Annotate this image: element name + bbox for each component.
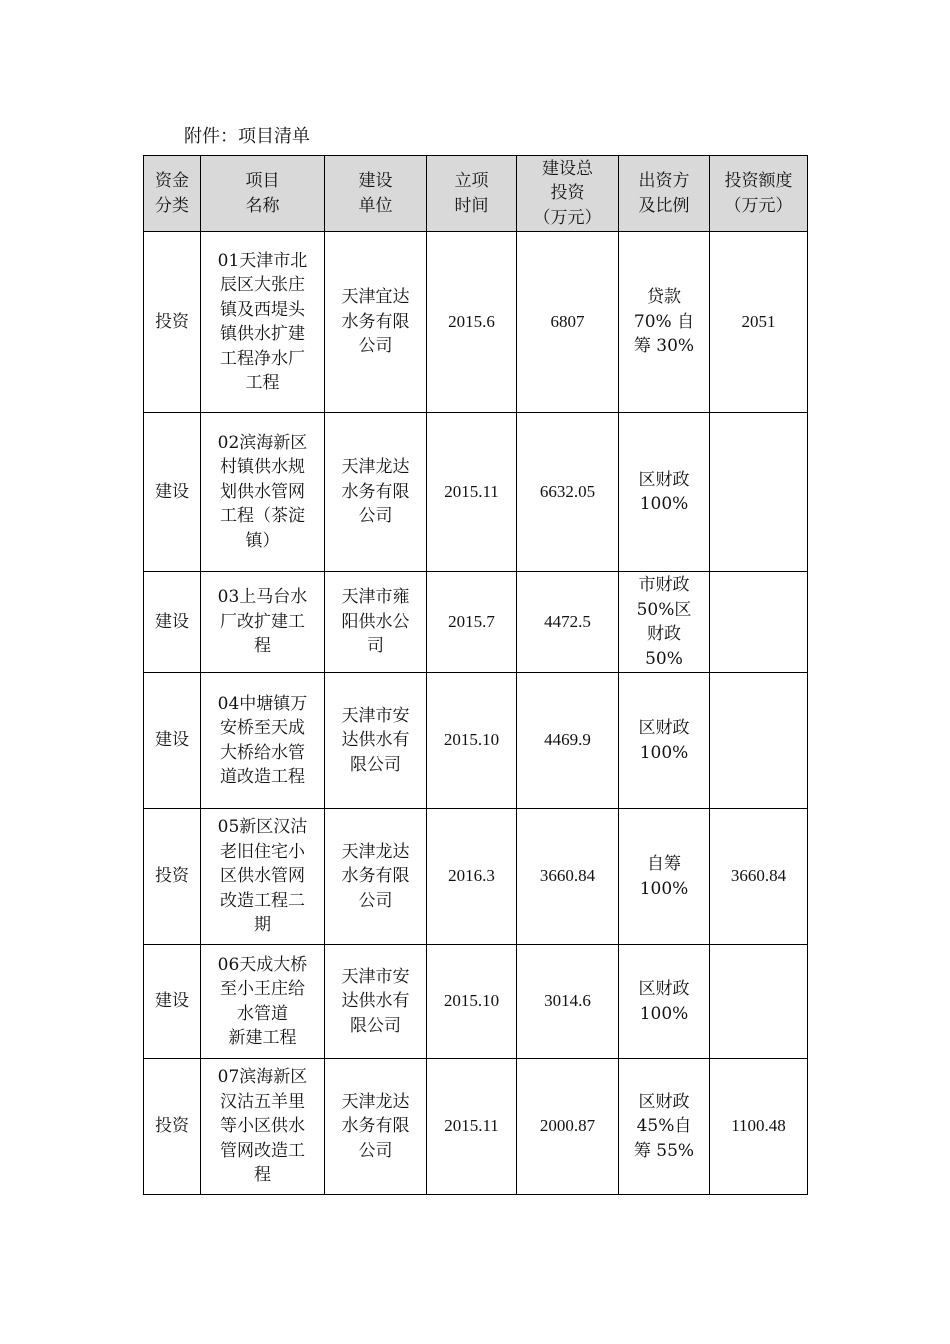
cell-category: 投资 <box>144 232 201 413</box>
cell-amount <box>710 673 808 809</box>
cell-category: 建设 <box>144 413 201 572</box>
table-row <box>144 413 808 572</box>
cell-unit: 天津宜达 水务有限 公司 <box>325 232 427 413</box>
cell-name: 02滨海新区 村镇供水规 划供水管网 工程（茶淀 镇） <box>201 413 325 572</box>
table-row <box>144 232 808 413</box>
cell-total: 4472.5 <box>517 572 619 673</box>
cell-amount <box>710 945 808 1059</box>
cell-date: 2015.7 <box>427 572 517 673</box>
cell-amount: 3660.84 <box>710 809 808 945</box>
header-date: 立项 时间 <box>427 156 517 232</box>
cell-name: 03上马台水 厂改扩建工 程 <box>201 572 325 673</box>
cell-date: 2015.6 <box>427 232 517 413</box>
cell-amount <box>710 572 808 673</box>
cell-date: 2015.11 <box>427 413 517 572</box>
table-row <box>144 945 808 1059</box>
cell-unit: 天津龙达 水务有限 公司 <box>325 1059 427 1195</box>
header-category: 资金 分类 <box>144 156 201 232</box>
cell-date: 2015.10 <box>427 945 517 1059</box>
cell-total: 3660.84 <box>517 809 619 945</box>
cell-name: 07滨海新区 汉沽五羊里 等小区供水 管网改造工 程 <box>201 1059 325 1195</box>
cell-ratio: 贷款 70% 自 筹 30% <box>619 232 710 413</box>
cell-ratio: 市财政 50%区 财政 50% <box>619 572 710 673</box>
cell-total: 2000.87 <box>517 1059 619 1195</box>
cell-ratio: 区财政 100% <box>619 945 710 1059</box>
page-title: 附件：项目清单 <box>184 126 310 147</box>
cell-amount: 1100.48 <box>710 1059 808 1195</box>
cell-ratio: 区财政 100% <box>619 673 710 809</box>
table-row <box>144 1059 808 1195</box>
cell-unit: 天津市雍 阳供水公 司 <box>325 572 427 673</box>
cell-total: 4469.9 <box>517 673 619 809</box>
header-ratio: 出资方 及比例 <box>619 156 710 232</box>
cell-category: 建设 <box>144 945 201 1059</box>
cell-date: 2015.10 <box>427 673 517 809</box>
cell-name: 06天成大桥 至小王庄给 水管道 新建工程 <box>201 945 325 1059</box>
cell-ratio: 自筹 100% <box>619 809 710 945</box>
header-unit: 建设 单位 <box>325 156 427 232</box>
header-name: 项目 名称 <box>201 156 325 232</box>
cell-total: 6632.05 <box>517 413 619 572</box>
cell-unit: 天津市安 达供水有 限公司 <box>325 945 427 1059</box>
table-header-row <box>144 156 808 232</box>
cell-category: 建设 <box>144 673 201 809</box>
header-amount: 投资额度 （万元） <box>710 156 808 232</box>
cell-unit: 天津龙达 水务有限 公司 <box>325 413 427 572</box>
cell-name: 04中塘镇万 安桥至天成 大桥给水管 道改造工程 <box>201 673 325 809</box>
project-table <box>143 155 808 1195</box>
cell-category: 投资 <box>144 809 201 945</box>
cell-ratio: 区财政 100% <box>619 413 710 572</box>
cell-name: 01天津市北 辰区大张庄 镇及西堤头 镇供水扩建 工程净水厂 工程 <box>201 232 325 413</box>
cell-date: 2015.11 <box>427 1059 517 1195</box>
table-row <box>144 673 808 809</box>
cell-date: 2016.3 <box>427 809 517 945</box>
cell-total: 6807 <box>517 232 619 413</box>
cell-amount: 2051 <box>710 232 808 413</box>
table-row <box>144 572 808 673</box>
header-total: 建设总 投资 （万元） <box>517 156 619 232</box>
cell-category: 投资 <box>144 1059 201 1195</box>
cell-ratio: 区财政 45%自 筹 55% <box>619 1059 710 1195</box>
cell-unit: 天津市安 达供水有 限公司 <box>325 673 427 809</box>
cell-unit: 天津龙达 水务有限 公司 <box>325 809 427 945</box>
cell-amount <box>710 413 808 572</box>
cell-total: 3014.6 <box>517 945 619 1059</box>
cell-name: 05新区汉沽 老旧住宅小 区供水管网 改造工程二 期 <box>201 809 325 945</box>
cell-category: 建设 <box>144 572 201 673</box>
table-row <box>144 809 808 945</box>
